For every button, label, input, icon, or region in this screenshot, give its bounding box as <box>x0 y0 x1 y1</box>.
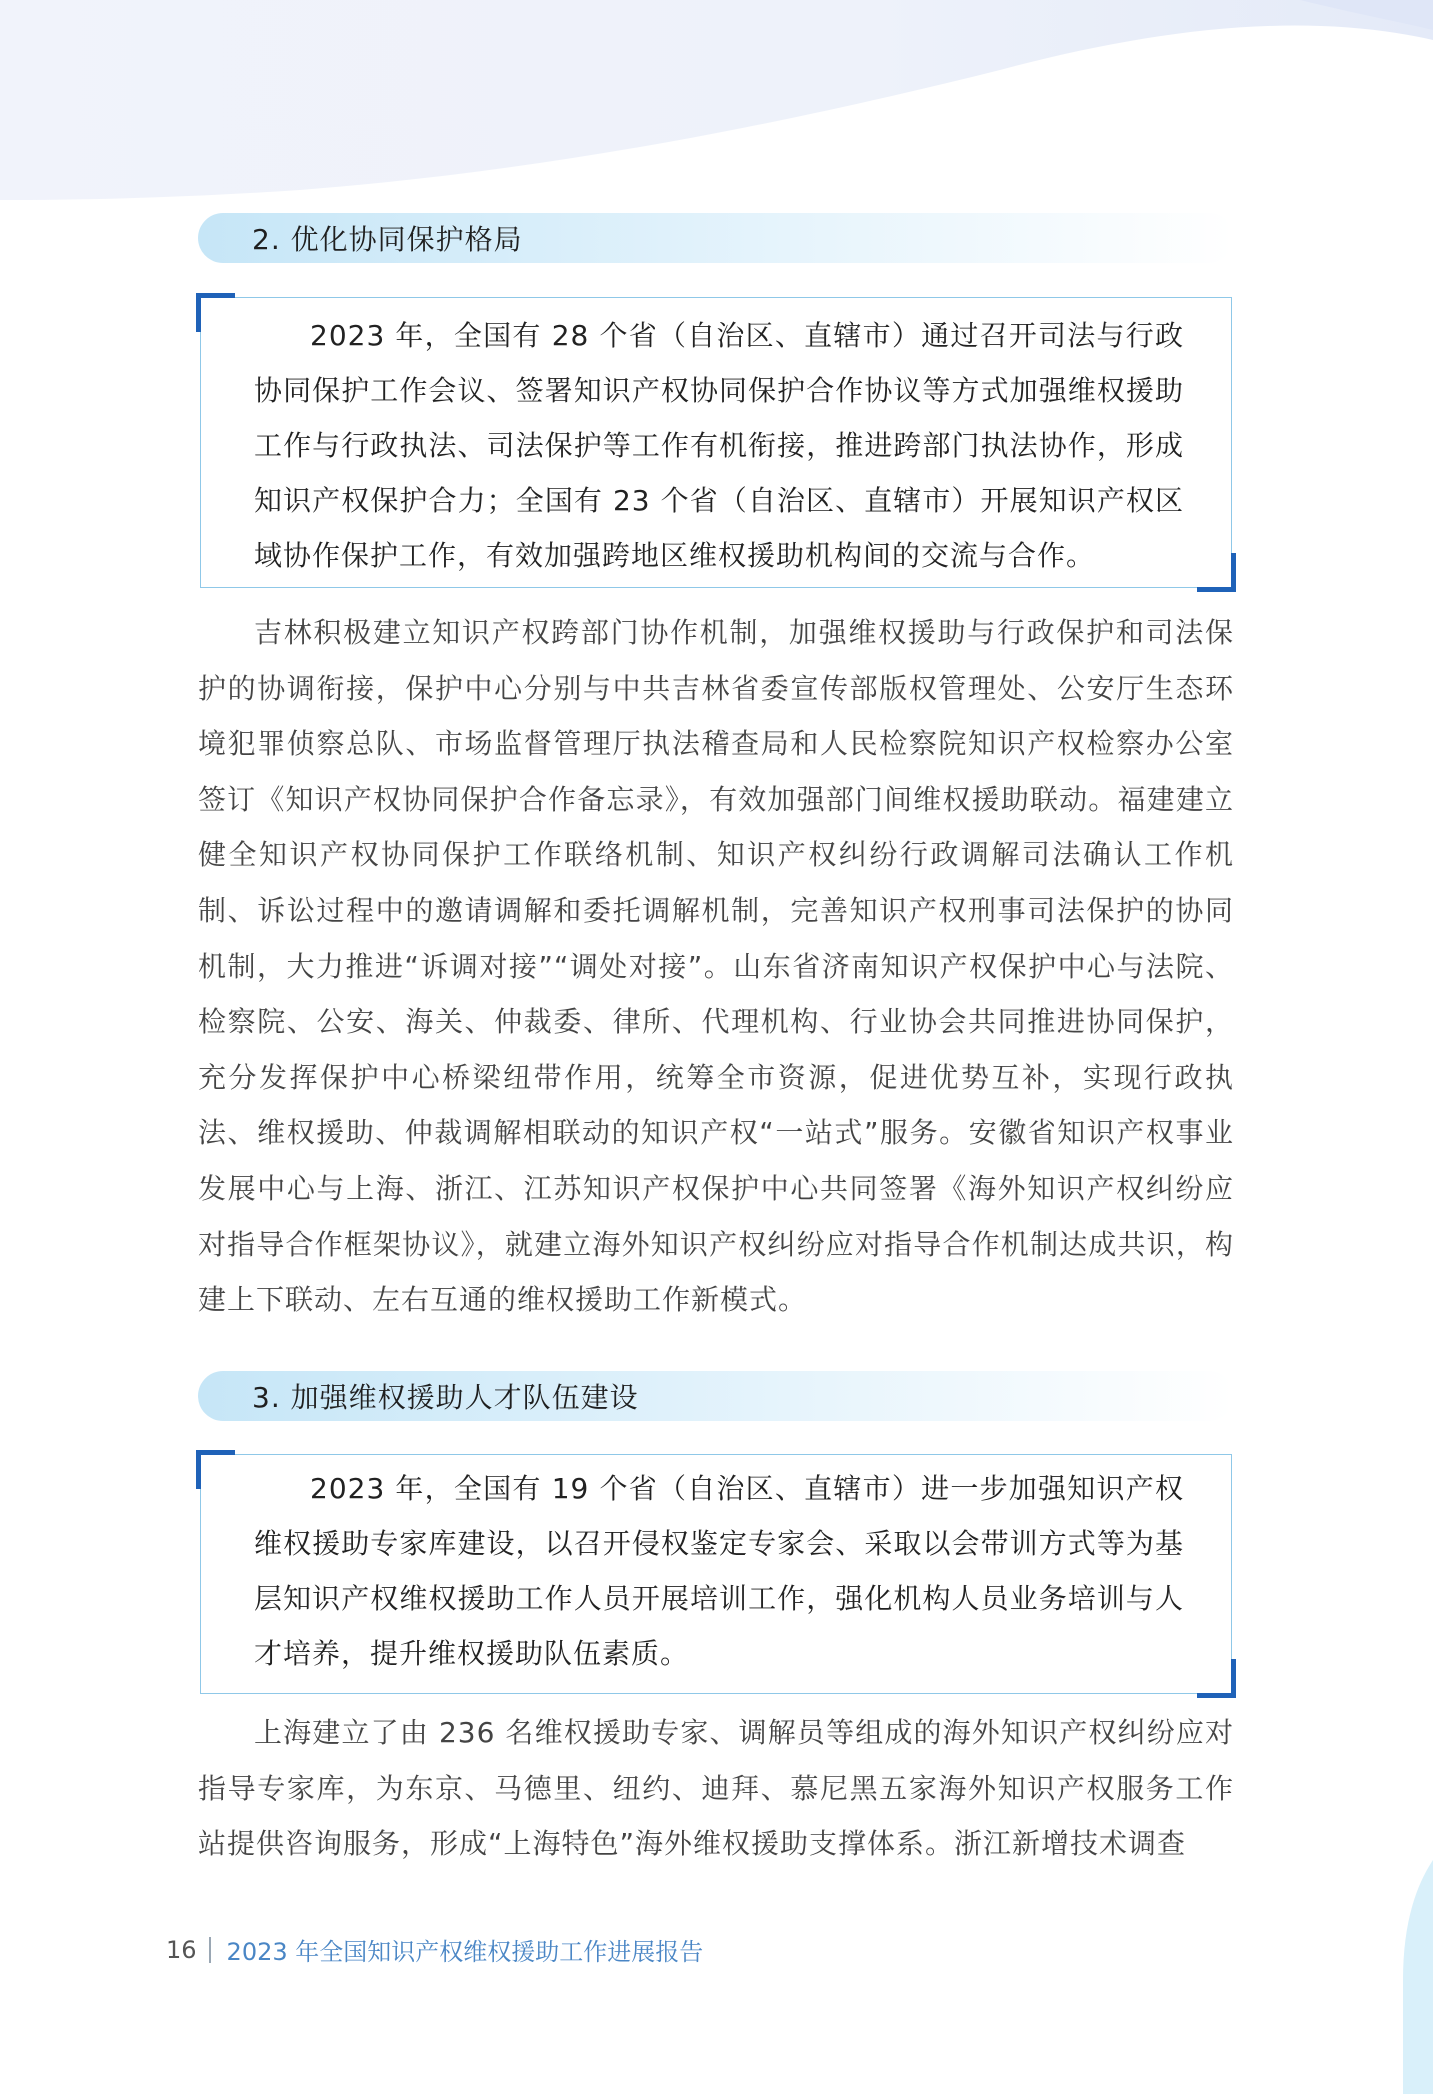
corner-bracket-top-left <box>196 1450 235 1489</box>
highlight-text: 2023 年，全国有 28 个省（自治区、直辖市）通过召开司法与行政协同保护工作会议、签署知识产权协同保护合作协议等方式加强维权援助工作与行政执法、司法保护等工作有机衔接，推进跨部门执法协作，形成知识产权保护合力；全国有 23 个省（自治区、直辖市）开展知识产权区域协作保护工作，有效加强跨地区维权援助机构间的交流与合作。 <box>254 319 1184 572</box>
footer-divider <box>209 1937 211 1963</box>
page-number: 16 <box>166 1935 197 1964</box>
section-heading: 3. 加强维权援助人才队伍建设 <box>252 1381 639 1414</box>
section-heading-bar <box>198 213 1234 263</box>
report-title: 2023 年全国知识产权维权援助工作进展报告 <box>226 1938 704 1966</box>
highlight-text: 2023 年，全国有 19 个省（自治区、直辖市）进一步加强知识产权维权援助专家库建设，以召开侵权鉴定专家会、采取以会带训方式等为基层知识产权维权援助工作人员开展培训工作，强化机构人员业务培训与人才培养，提升维权援助队伍素质。 <box>254 1472 1184 1670</box>
highlight-box <box>200 1454 1232 1694</box>
corner-bracket-bottom-right <box>1197 553 1236 592</box>
highlight-box <box>200 297 1232 588</box>
body-paragraph: 上海建立了由 236 名维权援助专家、调解员等组成的海外知识产权纠纷应对指导专家库，为东京、马德里、纽约、迪拜、慕尼黑五家海外知识产权服务工作站提供咨询服务，形成“上海特色”海外维权援助支撑体系。浙江新增技术调查 <box>198 1716 1234 1861</box>
section-heading-bar <box>198 1371 1234 1421</box>
page-footer <box>166 1932 703 1967</box>
section-heading: 2. 优化协同保护格局 <box>252 223 523 256</box>
header-wave-decoration <box>0 0 1433 230</box>
corner-bracket-top-left <box>196 293 235 332</box>
corner-bracket-bottom-right <box>1197 1659 1236 1698</box>
side-edge-decoration <box>1403 1860 1433 2094</box>
body-paragraph: 吉林积极建立知识产权跨部门协作机制，加强维权援助与行政保护和司法保护的协调衔接，保护中心分别与中共吉林省委宣传部版权管理处、公安厅生态环境犯罪侦察总队、市场监督管理厅执法稽查局和人民检察院知识产权检察办公室签订《知识产权协同保护合作备忘录》，有效加强部门间维权援助联动。福建建立健全知识产权协同保护工作联络机制、知识产权纠纷行政调解司法确认工作机制、诉讼过程中的邀请调解和委托调解机制，完善知识产权刑事司法保护的协同机制，大力推进“诉调对接”“调处对接”。山东省济南知识产权保护中心与法院、检察院、公安、海关、仲裁委、律所、代理机构、行业协会共同推进协同保护，充分发挥保护中心桥梁纽带作用，统筹全市资源，促进优势互补，实现行政执法、维权援助、仲裁调解相联动的知识产权“一站式”服务。安徽省知识产权事业发展中心与上海、浙江、江苏知识产权保护中心共同签署《海外知识产权纠纷应对指导合作框架协议》，就建立海外知识产权纠纷应对指导合作机制达成共识，构建上下联动、左右互通的维权援助工作新模式。 <box>198 616 1234 1317</box>
